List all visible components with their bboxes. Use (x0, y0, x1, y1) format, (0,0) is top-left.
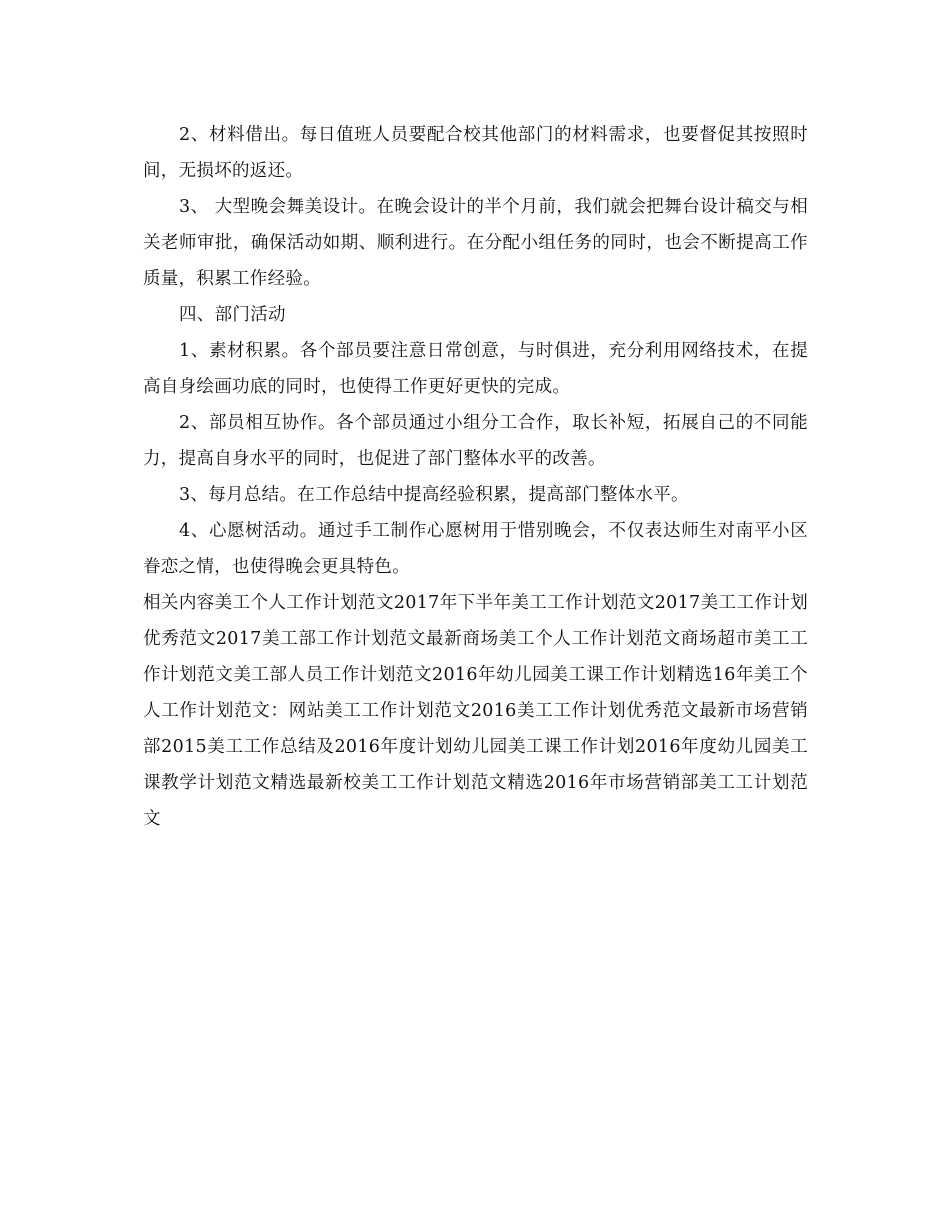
paragraph-monthly-summary: 3、每月总结。在工作总结中提高经验积累，提高部门整体水平。 (179, 485, 689, 505)
document-body (143, 117, 808, 837)
section-heading-department-activities: 四、部门活动 (179, 305, 286, 325)
paragraph-stage-design: 3、 大型晚会舞美设计。在晚会设计的半个月前，我们就会把舞台设计稿交与相关老师审批，确保活动如期、顺利进行。在分配小组任务的同时，也会不断提高工作质量，积累工作经验。 (143, 197, 808, 289)
paragraph-wish-tree-activity: 4、心愿树活动。通过手工制作心愿树用于惜别晚会，不仅表达师生对南平小区眷恋之情，也使得晚会更具特色。 (143, 521, 808, 577)
related-content: 相关内容美工个人工作计划范文2017年下半年美工工作计划范文2017美工工作计划优秀范文2017美工部工作计划范文最新商场美工个人工作计划范文商场超市美工工作计划范文美工部人员工作计划范文2016年幼儿园美工课工作计划精选16年美工个人工作计划范文：网站美工工作计划范文2016美工工作计划优秀范文最新市场营销部2015美工工作总结及2016年度计划幼儿园美工课工作计划2016年度幼儿园美工课教学计划范文精选最新校美工工作计划范文精选2016年市场营销部美工工计划范文 (143, 593, 808, 829)
paragraph-material-accumulation: 1、素材积累。各个部员要注意日常创意，与时俱进，充分利用网络技术，在提高自身绘画功底的同时，也使得工作更好更快的完成。 (143, 341, 808, 397)
paragraph-material-lending: 2、材料借出。每日值班人员要配合校其他部门的材料需求，也要督促其按照时间，无损坏的返还。 (143, 125, 808, 181)
paragraph-member-cooperation: 2、部员相互协作。各个部员通过小组分工合作，取长补短，拓展自己的不同能力，提高自身水平的同时，也促进了部门整体水平的改善。 (143, 413, 808, 469)
